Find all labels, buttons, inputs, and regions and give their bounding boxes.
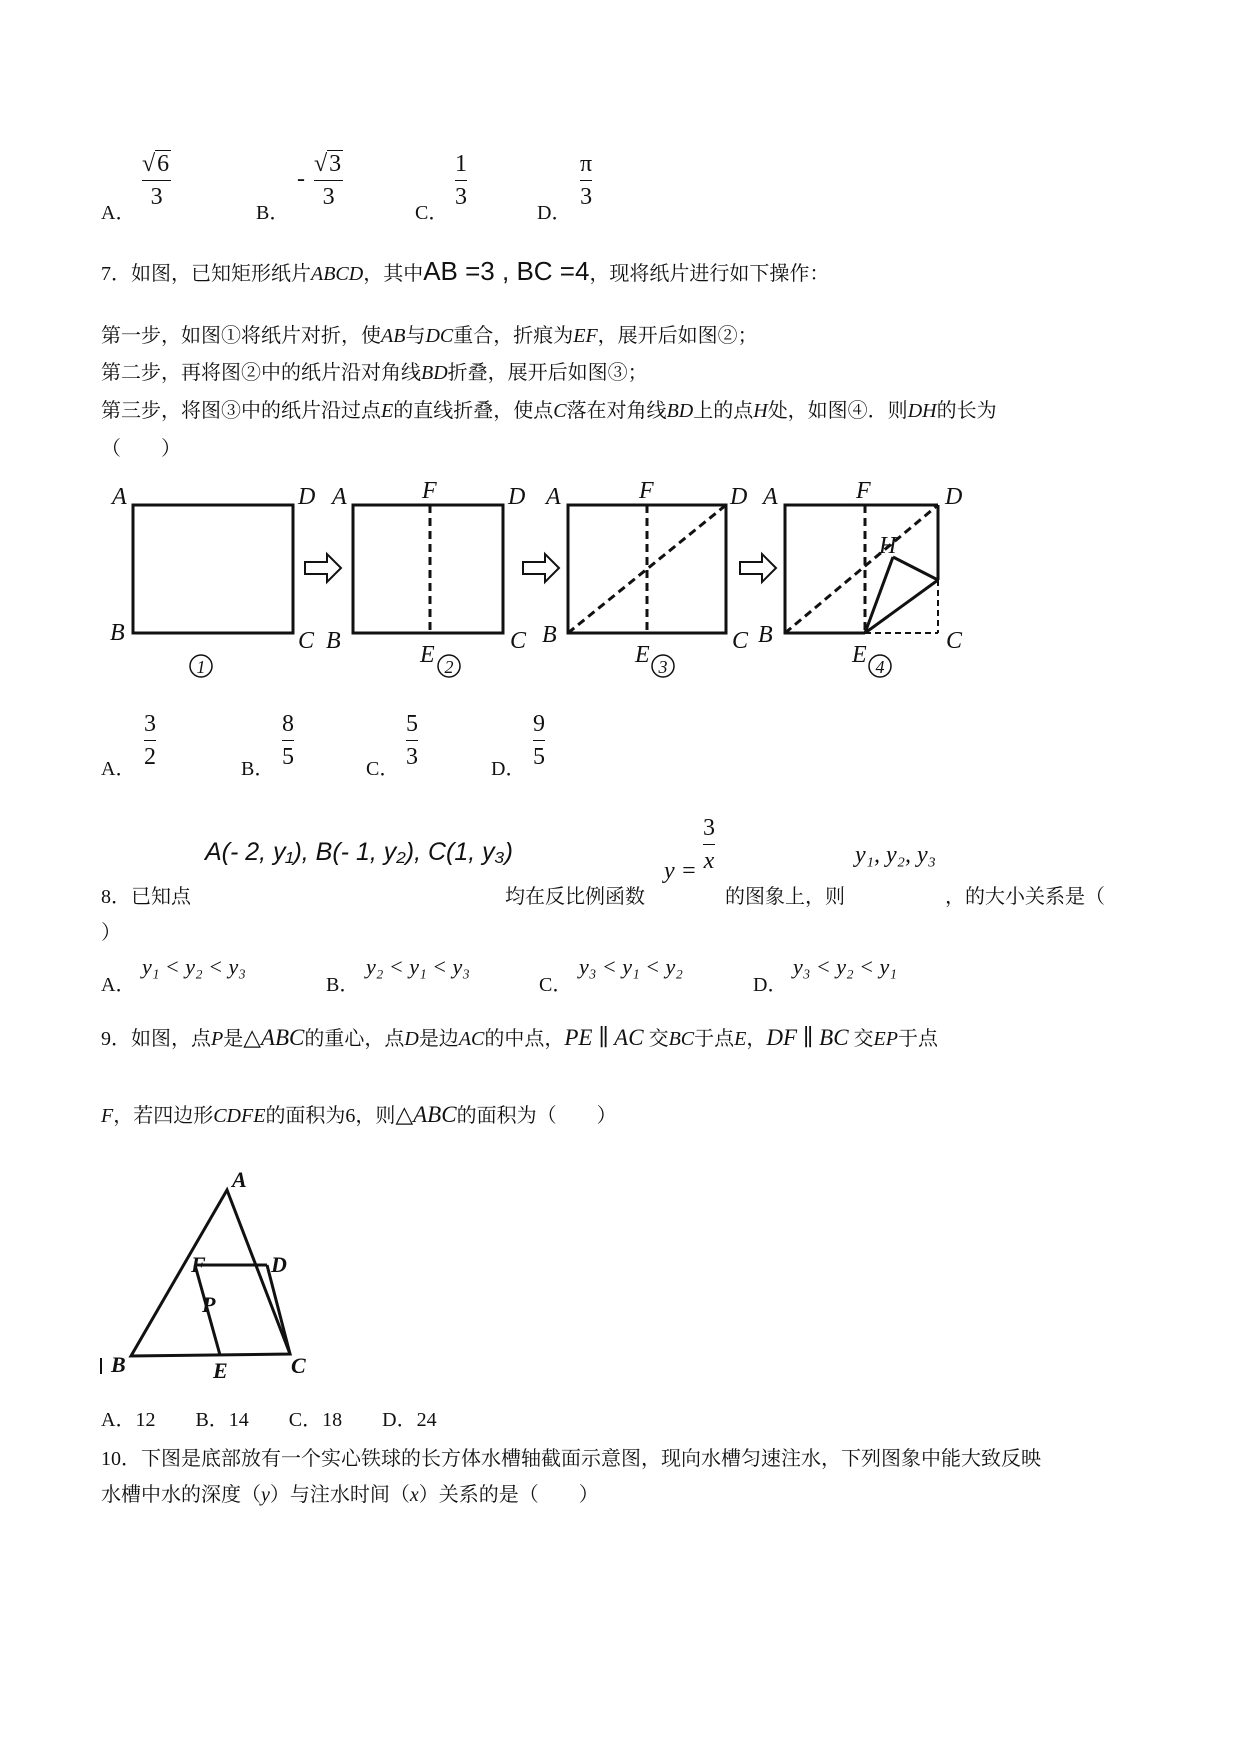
- fig1-label-a: A: [112, 484, 127, 510]
- q9-label-a: A: [232, 1167, 247, 1192]
- q6-option-c-label: C．: [415, 202, 449, 224]
- fig4-label-f: F: [856, 478, 871, 504]
- q8-close-paren: ）: [101, 922, 121, 944]
- q8-option-a: y₁ < y₂ < y₃: [142, 954, 246, 979]
- q6-option-b-sign: -: [297, 166, 305, 192]
- fig3-label-a: A: [546, 484, 561, 510]
- q8-option-c: y₃ < y₁ < y₂: [579, 954, 683, 979]
- q7-step2: 第二步，再将图②中的纸片沿对角线BD折叠，展开后如图③；: [101, 362, 648, 384]
- fig1-label-d: D: [298, 484, 316, 510]
- q8-option-b-label: B．: [326, 974, 360, 996]
- fig1-number: 1: [196, 657, 206, 677]
- q7-ab-bc-values: AB =3 , BC =4: [423, 256, 590, 286]
- q6-option-b-fraction: √3 3: [314, 151, 342, 210]
- fig1-label-b: B: [110, 620, 125, 646]
- q7-option-b-fraction: 8 5: [282, 711, 294, 770]
- q9-label-f: F: [191, 1252, 206, 1277]
- q7-option-d-label: D．: [491, 758, 526, 780]
- triangle-abc: △ABC: [243, 1025, 305, 1050]
- q8-option-d-label: D．: [753, 974, 788, 996]
- fig3-label-e: E: [635, 642, 650, 668]
- fig4-label-d: D: [945, 484, 963, 510]
- df-parallel-bc: DF ∥ BC: [766, 1025, 849, 1050]
- fig4-label-b: B: [758, 622, 773, 648]
- q6-option-b-label: B．: [256, 202, 290, 224]
- arrow-icon: [305, 554, 341, 582]
- q7-answer-paren: （ ）: [101, 438, 181, 460]
- fig2-label-d: D: [508, 484, 526, 510]
- q8-option-b: y₂ < y₁ < y₃: [366, 954, 470, 979]
- q6-option-a-fraction: √6 3: [142, 151, 170, 210]
- q6-option-c-fraction: 1 3: [455, 151, 467, 210]
- q8-y-values: y₁, y₂, y₃: [855, 842, 936, 868]
- q8-function-fraction: 3 x: [703, 815, 715, 874]
- fig4-label-e: E: [852, 642, 867, 668]
- q9-figure: [95, 1160, 335, 1390]
- fig3-label-b: B: [542, 622, 557, 648]
- q10-stem-line1: 10．下图是底部放有一个实心铁球的长方体水槽轴截面示意图，现向水槽匀速注水，下列图象中能大致反映: [101, 1448, 1041, 1470]
- q9-label-c: C: [291, 1353, 306, 1378]
- arrow-icon: [523, 554, 559, 582]
- fig2-rectangle: [353, 505, 503, 633]
- q7-option-a-fraction: 3 2: [144, 711, 156, 770]
- arrow-icon: [740, 554, 776, 582]
- fig4-number: 4: [875, 657, 885, 677]
- pe-parallel-ac: PE ∥ AC: [564, 1025, 644, 1050]
- fig1-label-c: C: [298, 628, 315, 654]
- sqrt-symbol: √6: [142, 151, 170, 177]
- q9-stem-line2: F，若四边形CDFE的面积为6，则△ABC的面积为（ ）: [101, 1102, 617, 1127]
- fig2-label-e: E: [420, 642, 435, 668]
- q8-option-a-label: A．: [101, 974, 136, 996]
- fig3-label-c: C: [732, 628, 749, 654]
- q7-step1: 第一步，如图①将纸片对折，使AB与DC重合，折痕为EF，展开后如图②；: [101, 325, 758, 347]
- fig4-label-a: A: [763, 484, 778, 510]
- q8-option-c-label: C．: [539, 974, 573, 996]
- q9-label-d: D: [271, 1252, 287, 1277]
- q7-option-c-fraction: 5 3: [406, 711, 418, 770]
- q8-function-y: y =: [664, 858, 697, 884]
- q6-option-d-fraction: π 3: [580, 151, 593, 210]
- fig2-label-a: A: [332, 484, 347, 510]
- q6-option-a-label: A．: [101, 202, 136, 224]
- q8-points: A(- 2, y₁), B(- 1, y₂), C(1, y₃): [205, 838, 513, 866]
- q7-option-d-fraction: 9 5: [533, 711, 545, 770]
- q7-figure: [100, 470, 980, 690]
- fig3-label-f: F: [639, 478, 654, 504]
- q10-stem-line2: 水槽中水的深度（y）与注水时间（x）关系的是（ ）: [101, 1484, 599, 1506]
- q7-option-a-label: A．: [101, 758, 136, 780]
- triangle-abc-shape: [131, 1190, 290, 1356]
- q7-option-c-label: C．: [366, 758, 400, 780]
- q7-stem: 7．如图，已知矩形纸片ABCD，其中AB =3 , BC =4，现将纸片进行如下操作：: [101, 256, 830, 286]
- q7-step3: 第三步，将图③中的纸片沿过点E的直线折叠，使点C落在对角线BD上的点H处，如图④．则DH的长为: [101, 400, 997, 422]
- fig4-label-c: C: [946, 628, 963, 654]
- q9-stem-line1: 9．如图，点P是△ABC的重心，点D是边AC的中点，PE ∥ AC 交BC于点E，DF ∥ BC 交EP于点: [101, 1025, 938, 1050]
- q7-option-b-label: B．: [241, 758, 275, 780]
- q9-label-p: P: [202, 1292, 216, 1317]
- q6-option-d-label: D．: [537, 202, 572, 224]
- fig2-label-c: C: [510, 628, 527, 654]
- fig3-number: 3: [658, 657, 668, 677]
- fig1-rectangle: [133, 505, 293, 633]
- q9-label-e: E: [213, 1358, 228, 1383]
- fig2-label-f: F: [422, 478, 437, 504]
- fig2-label-b: B: [326, 628, 341, 654]
- fig2-number: 2: [444, 657, 454, 677]
- q9-options: A．12 B．14 C．18 D．24: [101, 1409, 437, 1431]
- fig4-label-h: H: [879, 533, 897, 559]
- q9-label-b: B: [111, 1352, 126, 1377]
- fig3-label-d: D: [730, 484, 748, 510]
- q8-option-d: y₃ < y₂ < y₁: [793, 954, 897, 979]
